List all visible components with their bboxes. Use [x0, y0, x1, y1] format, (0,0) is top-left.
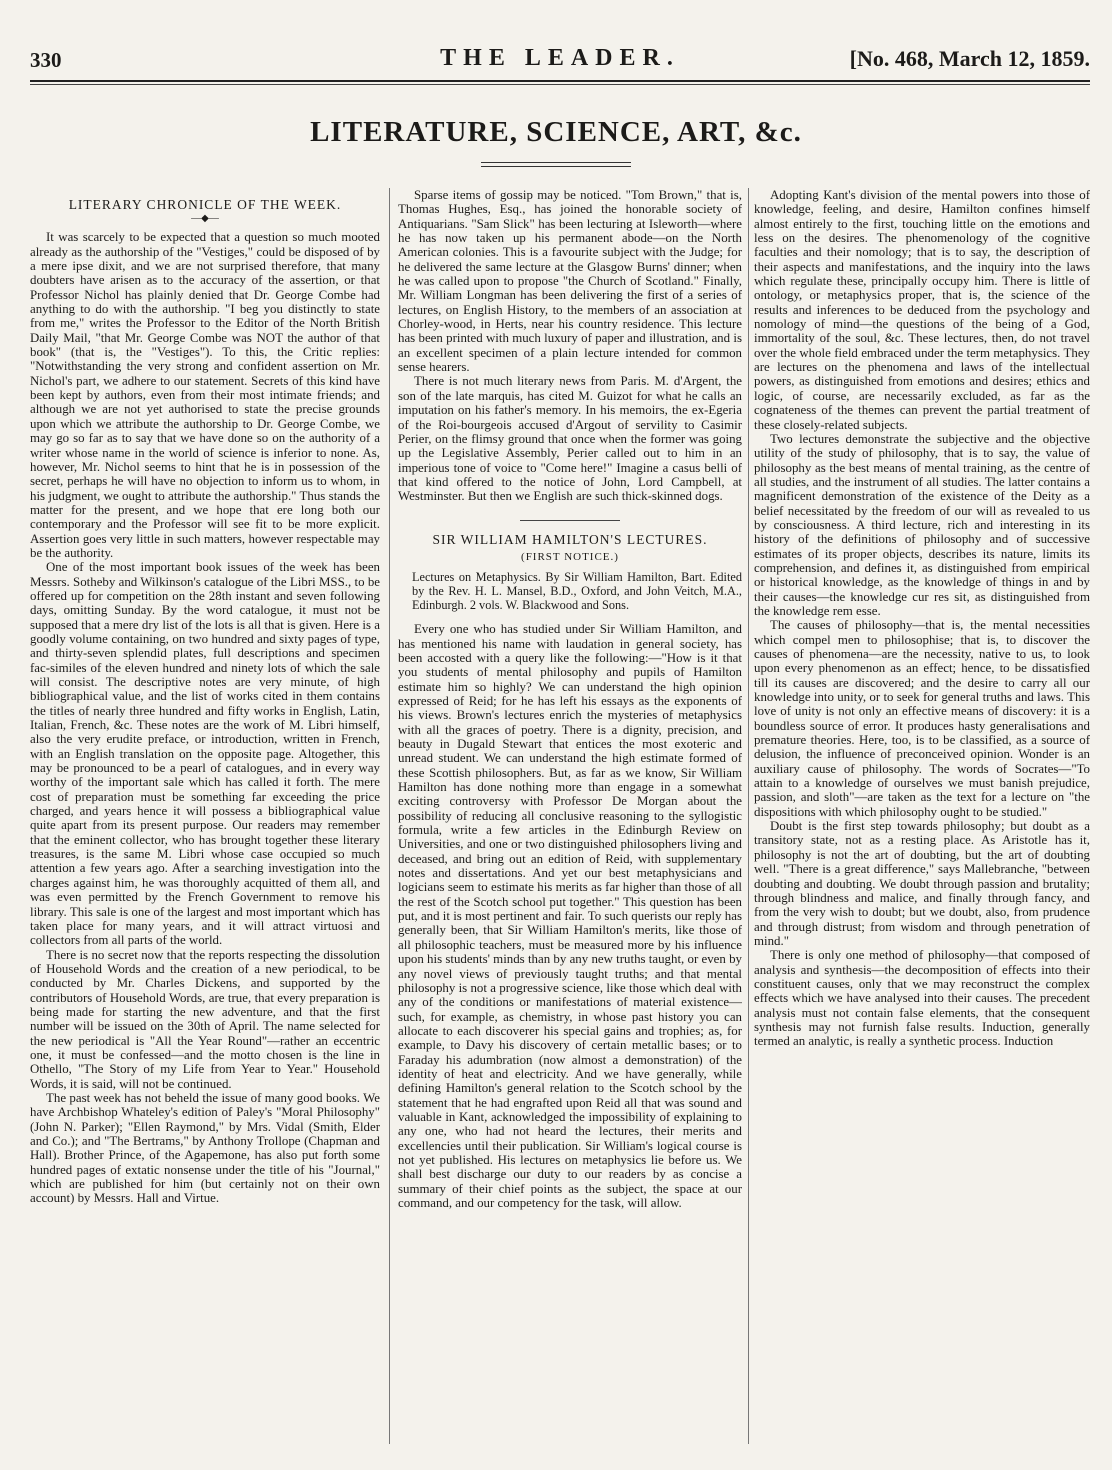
title-rule-bottom [481, 166, 631, 167]
chronicle-paragraph: The past week has not beheld the issue of many good books. We have Archbishop Whateley's edition of Paley's "Moral Philosophy" (John N. Parker); "Ellen Raymond," by Mrs. Vidal (Smith, Elder and Co.); and "The Bertrams," by Anthony Trollope (Chapman and Hall). Brother Prince, of the Agapemone, has also put forth some hundred pages of extatic nonsense under the title of his "Journal," which are published for him (but certainly not on their own account) by Messrs. Hall and Virtue. [30, 1090, 380, 1206]
book-reference: Lectures on Metaphysics. By Sir William Hamilton, Bart. Edited by the Rev. H. L. Mansel, B.D., Oxford, and John Veitch, M.A., Edinburgh. 2 vols. W. Blackwood and Sons. [412, 570, 742, 613]
hamilton-heading: SIR WILLIAM HAMILTON'S LECTURES. [432, 531, 708, 547]
title-rule-top [481, 162, 631, 163]
section-title: LITERATURE, SCIENCE, ART, &c. [310, 116, 802, 148]
header-rule [30, 80, 1090, 82]
issue-info: [No. 468, March 12, 1859. [849, 46, 1090, 71]
page-number: 330 [30, 48, 62, 72]
hamilton-paragraph: The causes of philosophy—that is, the mental necessities which compel men to philosophise; that is, to discover the causes of phenomena—are the necessity, native to us, to look upon every phenomenon as an effect; hence, to be dissatisfied till its causes are discovered; and the desire to carry all our knowledge into unity, or to seek for general truths and laws. This love of unity is not only an effective means of discovery: it is a boundless source of error. It produces hasty generalisations and premature theories. Here, too, is to be classified, as a source of delusion, the influence of preconceived opinion. Wonder is an auxiliary cause of philosophy. The words of Socrates—"To attain to a knowledge of ourselves we must banish prejudice, passion, and sloth"—are taken as the text for a lecture on "the dispositions with which philosophy ought to be studied." [754, 618, 1090, 819]
chronicle-heading: LITERARY CHRONICLE OF THE WEEK. [68, 197, 342, 212]
chronicle-paragraph: There is no secret now that the reports respecting the dissolution of Household Words and the creation of a new periodical, to be conducted by Mr. Charles Dickens, and supported by the contributors of Household Words, are true, that every preparation is being made for starting the new adventure, and that the first number will be issued on the 30th of April. The name selected for the new periodical is "All the Year Round"—rather an eccentric one, it must be confessed—and the motto chosen is the line in Othello, "The Story of my Life from Year to Year." Household Words, it is said, will not be continued. [30, 947, 380, 1091]
column-2 [398, 188, 742, 1444]
chronicle-paragraph: Sparse items of gossip may be noticed. "Tom Brown," that is, Thomas Hughes, Esq., has joined the honorable society of Antiquarians. "Sam Slick" has been lecturing at Isleworth—where he has now taken up his permanent abode—on the North American colonies. This is a favourite subject with the Judge; for he delivered the same lecture at the Glasgow Burns' dinner; when he was called upon to propose "the Church of Scotland." Finally, Mr. William Longman has been delivering the first of a series of lectures, on English History, to the members of an association at Chorley-wood, in Herts, near his country residence. This lecture has been printed with much luxury of paper and illustration, and is an excellent specimen of a plain lecture intended for common sense hearers. [398, 188, 742, 375]
chronicle-paragraph: It was scarcely to be expected that a question so much mooted already as the authorship of the "Vestiges," could be disposed of by a mere ipse dixit, and we are not surprised therefore, that many doubters have arisen as to the accuracy of the assertion, or that Professor Nichol has plainly denied that Dr. George Combe had anything to do with the authorship. "I beg you distinctly to state from me," writes the Professor to the Editor of the North British Daily Mail, "that Mr. George Combe was NOT the author of that book" (that is, the "Vestiges"). To this, the Critic replies: "Notwithstanding the very strong and confident assertion on Mr. Nichol's part, we adhere to our statement. Secrets of this kind have been kept by authors, even from their most intimate friends; and although we are not yet authorised to state the precise grounds upon which we attribute the authorship to Dr. George Combe, we may go so far as to say that we have done so on the authority of a writer whose name in the world of science is inferior to none. As, however, Mr. Nichol seems to hint that he is in possession of the secret, perhaps he will have no objection to inform us to whom, in his judgment, we ought to attribute the authorship." Thus stands the matter for the present, and we hope that ere long both our contemporary and the Professor will see fit to be more explicit. Assertion goes very little in such matters, however respectable may be the authority. [30, 230, 380, 560]
header-rule-thin [30, 84, 1090, 85]
hamilton-paragraph: Doubt is the first step towards philosophy; but doubt as a transitory state, not as a resting place. As Aristotle has it, philosophy is not the art of doubting, but the art of doubting well. "There is a great difference," says Mallebranche, "between doubting and doubting. We doubt through passion and brutality; through blindness and malice, and finally through fancy, and from the very wish to doubt; but we doubt, also, from prudence and through distrust; from wisdom and through penetration of mind." [754, 819, 1090, 948]
ornament-icon: —◆— [191, 213, 219, 225]
column-divider [389, 188, 390, 1444]
hamilton-paragraph: There is only one method of philosophy—that composed of analysis and synthesis—the decomposition of effects into their constituent causes, only that we may reconstruct the complex effects which we have analysed into their causes. The precedent analysis must not contain false elements, that the consequent synthesis may not furnish false results. Induction, generally termed an analytic, is really a synthetic process. Induction [754, 948, 1090, 1049]
paper-title: THE LEADER. [440, 45, 680, 71]
hamilton-paragraph: Adopting Kant's division of the mental powers into those of knowledge, feeling, and desire, Hamilton confines himself almost entirely to the first, touching little on the emotions and less on the desires. The phenomenology of the cognitive faculties and their nomology; that is to say, the description of their aspects and manifestations, and the inquiry into the laws which regulate these, principally occupy him. There is little of ontology, or metaphysics proper, that is, the science of the results and inferences to be deduced from the psychology and nomology of mind—the questions of the being of a God, immortality of the soul, &c. These lectures, then, do not travel over the whole field embraced under the term metaphysics. They are lectures on the phenomena and laws of the intellectual powers, as distinguished from emotions and desires; ethics and logic, of course, are necessarily excluded, as far as the cognateness of the themes can prevent the partial treatment of these closely-related subjects. [754, 188, 1090, 432]
hamilton-paragraph: Every one who has studied under Sir William Hamilton, and has mentioned his name with laudation in general society, has been accosted with a query like the following:—"How is it that you students of mental philosophy and pupils of Hamilton estimate him so highly? We can understand the high opinion expressed of Reid; for he has left his essays as the exponents of his views. Brown's lectures enrich the mysteries of metaphysics with all the graces of poetry. There is a dignity, precision, and beauty in Dugald Stewart that entices the most exoteric and unread student. We can understand the high estimate formed of these Scottish philosophers. But, as far as we know, Sir William Hamilton has done nothing more than engage in a somewhat exciting controversy with Professor De Morgan about the possibility of reducing all conclusive reasoning to the syllogistic formula, write a few articles in the Edinburgh Review on Universities, and one or two distinguished philosophers living and deceased, and bring out an edition of Reid, with supplementary notes and dissertations. And yet our best metaphysicians and logicians seem to estimate his merits as far higher than those of all the rest of the Scotch school put together." This question has been put, and it is most pertinent and fair. To such querists our reply has generally been, that Sir William Hamilton's merits, like those of all philosophic teachers, must be measured more by his influence upon his students' minds than by any new truths taught, or even by any novel views of previously taught truths; and that mental philosophy is not a progressive science, like those which deal with any of the conditions or manifestations of material existence—such, for example, as chemistry, in whose past history you can allocate to each discoverer his special gains and trophies; as, for example, to Davy his discovery of certain metallic bases; or to Faraday his adumbration (now almost a demonstration) of the identity of heat and electricity. And we have generally, while defining Hamilton's general relation to the Scotch school by the statement that he had engrafted upon Reid all that was sound and valuable in Kant, acknowledged the impossibility of explaining to any one, who had not heard the lectures, their merits and excellencies until their publication. Sir William's logical course is not yet published. His lectures on metaphysics lie before us. We shall best discharge our duty to our readers by as concise a summary of their chief points as the subject, the space at our command, and our competency for the task, will allow. [398, 622, 742, 1210]
hamilton-paragraph: Two lectures demonstrate the subjective and the objective utility of the study of philosophy, that is to say, the value of philosophy as the best means of mental training, as the centre of all studies, and the instrument of all studies. The latter contains a magnificent demonstration of the existence of the Deity as a belief necessitated by the freedom of our will as revealed to us by consciousness. A third lecture, rich and interesting in its history of the definitions of philosophy and of successive estimates of its proper objects, describes its nature, limits its comprehension, and defines it, as distinguished from empirical or historical knowledge, as the knowledge of things in and by their causes—the knowledge cur res sit, as distinguished from the knowledge rem esse. [754, 431, 1090, 618]
article-separator [520, 520, 620, 521]
column-1 [30, 188, 380, 1444]
column-3 [754, 188, 1090, 1444]
chronicle-paragraph: There is not much literary news from Paris. M. d'Argent, the son of the late marquis, has cited M. Guizot for what he calls an imputation on his father's memory. In his memoirs, the ex-Egeria of the Roi-bourgeois accused d'Argout of servility to Casimir Perier, on the flimsy ground that once when the former was going up the Legislative Assembly, Perier called out to him in an imperious tone of voice to "Come here!" Imagine a casus belli of that kind offered to the notice of John, Lord Campbell, at Westminster. But then we English are such thick-skinned dogs. [398, 374, 742, 504]
article-columns [30, 188, 1090, 1444]
running-head [30, 40, 1090, 76]
hamilton-sub-heading: (FIRST NOTICE.) [521, 550, 619, 563]
column-divider [748, 188, 749, 1444]
chronicle-paragraph: One of the most important book issues of the week has been Messrs. Sotheby and Wilkinson's catalogue of the Libri MSS., to be offered up for competition on the 28th instant and seven following days, omitting Sunday. By the word catalogue, it must not be supposed that a mere dry list of the lots is all that is given. Here is a goodly volume containing, on two hundred and sixty pages of type, and thirty-seven splendid plates, full descriptions and specimen fac-similes of the eleven hundred and ninety lots of which the sale will consist. The descriptive notes are very minute, of high bibliographical value, and the list of works cited in them contains the titles of nearly three hundred and fifty works in English, Latin, Italian, French, &c. These notes are the work of M. Libri himself, also the very erudite preface, or introduction, written in French, with an English translation on the opposite page. Altogether, this may be pronounced to be a pearl of catalogues, and in every way worthy of the important sale which has called it forth. The mere cost of preparation must be something far exceeding the price charged, and years hence it will possess a bibliographical value quite apart from its present purpose. Our readers may remember that the eminent collector, who has brought together these literary treasures, is the same M. Libri whose case occupied so much attention a few years ago. After a searching investigation into the charges against him, he was thoroughly acquitted of them all, and was even permitted by the French Government to remove his library. This sale is one of the largest and most important which has taken place for many years, and it will attract virtuosi and collectors from all parts of the world. [30, 560, 380, 948]
